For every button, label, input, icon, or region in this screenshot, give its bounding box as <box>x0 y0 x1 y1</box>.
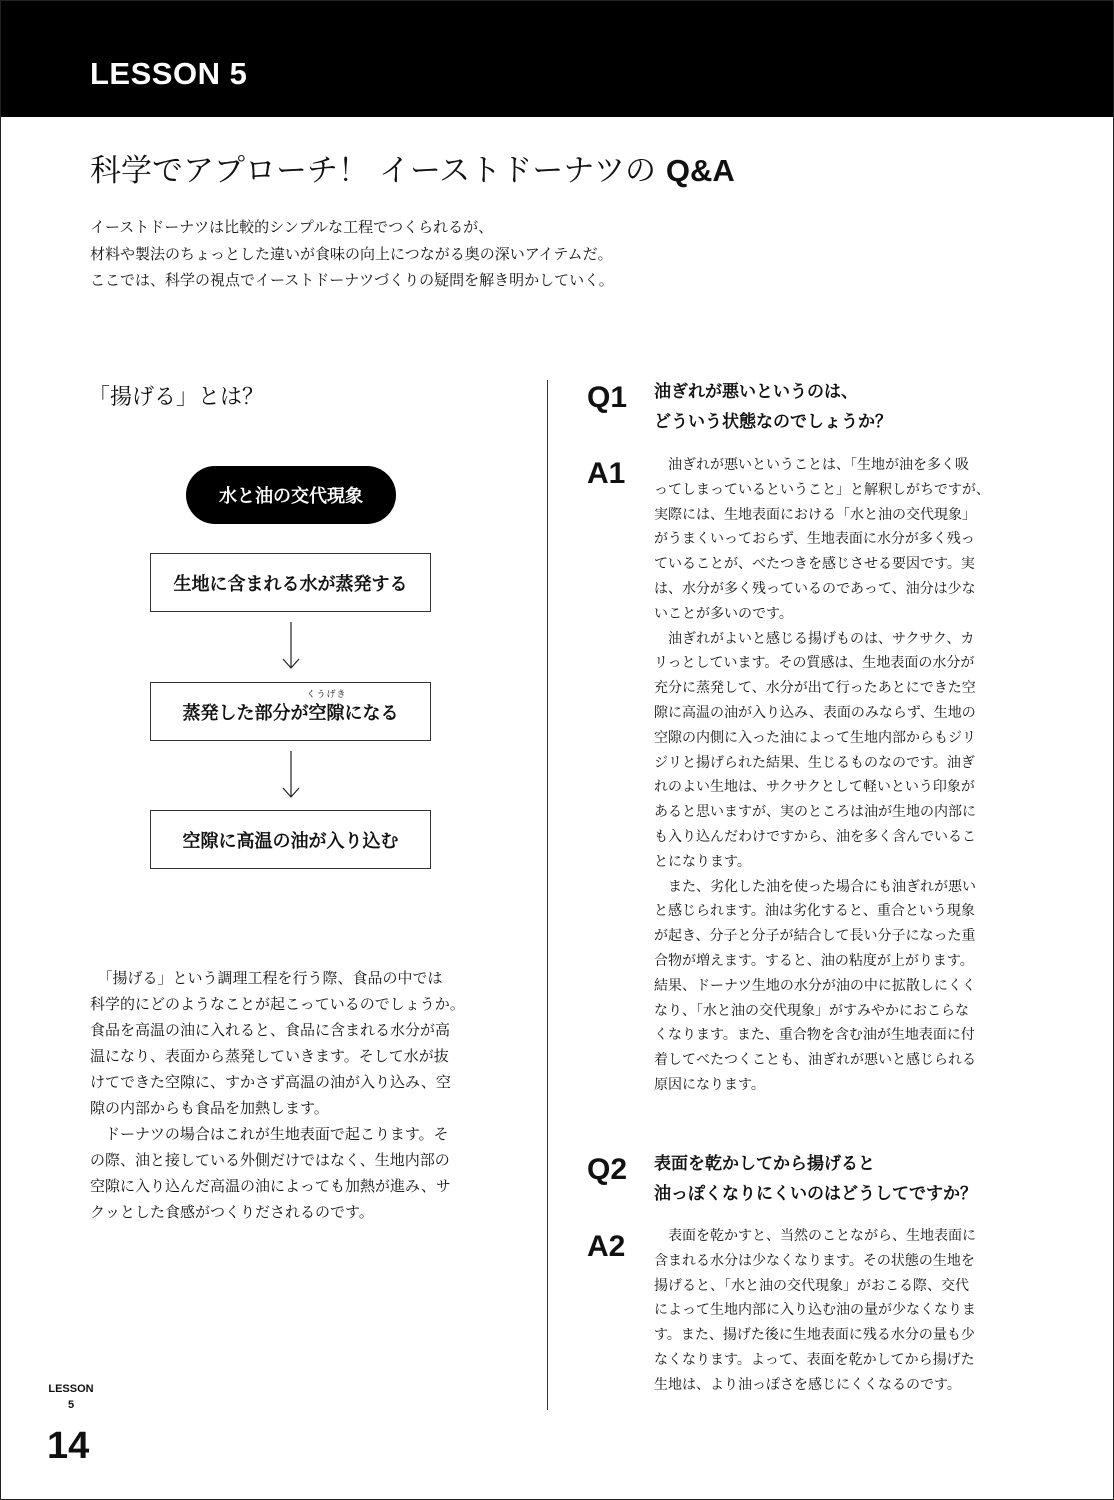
a2-answer <box>654 1224 976 1398</box>
answer-line: 油ぎれがよいと感じる揚げものは、サクサク、カ <box>654 630 975 647</box>
answer-line: 空隙の内側に入った油によって生地内部からもジリ <box>654 729 976 746</box>
answer-line: なり、「水と油の交代現象」がすみやかにおこらな <box>654 1002 969 1019</box>
answer-line: 隙に高温の油が入り込み、表面のみならず、生地の <box>654 704 976 721</box>
question-line: 油ぎれが悪いというのは、 <box>654 382 858 402</box>
flow-pill-label: 水と油の交代現象 <box>186 466 396 524</box>
answer-line: 着してべたつくことも、油ぎれが悪いと感じられる <box>654 1052 976 1069</box>
body-line: 「揚げる」という調理工程を行う際、食品の中では <box>90 969 443 987</box>
column-divider <box>547 380 548 1410</box>
answer-line: 油ぎれが悪いということは、「生地が油を多く吸 <box>654 457 969 473</box>
answer-line: も入り込んだわけですから、油を多く含んでいるこ <box>654 828 976 845</box>
flow-step-3: 空隙に高温の油が入り込む <box>150 810 431 869</box>
intro-line: イーストドーナツは比較的シンプルな工程でつくられるが、 <box>90 218 494 236</box>
answer-line: 表面を乾かすと、当然のことながら、生地表面に <box>654 1228 976 1244</box>
answer-line: は、水分が多く残っているのであって、油分は少な <box>654 580 976 597</box>
ruby-reading: くうげき <box>306 689 347 700</box>
down-arrow-icon <box>281 751 301 799</box>
answer-line: くなります。また、重合物を含む油が生地表面に付 <box>654 1027 975 1044</box>
body-line: クッとした食感がつくりだされるのです。 <box>90 1203 374 1221</box>
ruby-base: 空隙 <box>308 702 345 724</box>
footer-lesson-word: LESSON <box>48 1383 94 1395</box>
page-title <box>90 145 735 190</box>
body-line: の際、油と接している外側だけではなく、生地内部の <box>90 1151 450 1169</box>
answer-line: 生地は、より油っぽさを感じにくくなるのです。 <box>654 1376 961 1393</box>
title-qa: Q&A <box>665 153 735 188</box>
answer-line: 実際には、生地表面における「水と油の交代現象」 <box>654 506 976 523</box>
intro-line: ここでは、科学の視点でイーストドーナツづくりの疑問を解き明かしていく。 <box>90 271 614 289</box>
question-line: 表面を乾かしてから揚げると <box>654 1154 875 1174</box>
answer-line: と感じられます。油は劣化すると、重合という現象 <box>654 903 975 920</box>
body-line: 温になり、表面から蒸発していきます。そして水が抜 <box>90 1047 449 1065</box>
answer-line: れのよい生地は、サクサクとして軽いという印象が <box>654 779 975 796</box>
answer-line: あると思いますが、実のところは油が生地の内部に <box>654 804 976 821</box>
body-line: ドーナツの場合はこれが生地表面で起こります。そ <box>90 1125 449 1143</box>
footer-lesson-label <box>47 1381 95 1413</box>
section-heading-ageru: 「揚げる」とは？ <box>88 385 265 410</box>
a2-label: A2 <box>587 1230 626 1263</box>
body-line: けてできた空隙に、すかさず高温の油が入り込み、空 <box>90 1073 451 1091</box>
a1-label: A1 <box>587 457 626 490</box>
answer-line: す。また、揚げた後に生地表面に残る水分の量も少 <box>654 1327 975 1344</box>
question-line: 油っぽくなりにくいのはどうしてですか？ <box>654 1184 977 1204</box>
answer-line: 含まれる水分は少なくなります。その状態の生地を <box>654 1252 975 1269</box>
answer-line: なくなります。よって、表面を乾かしてから揚げた <box>654 1351 975 1368</box>
body-line: 空隙に入り込んだ高温の油によっても加熱が進み、サ <box>90 1177 451 1195</box>
answer-line: また、劣化した油を使った場合にも油ぎれが悪い <box>654 878 976 895</box>
answer-line: がうまくいっておらず、生地表面に水分が多く残っ <box>654 531 975 548</box>
header-bar <box>0 0 1114 117</box>
answer-line: ジリと揚げられた結果、生じるものなのです。油ぎ <box>654 754 975 771</box>
down-arrow-icon <box>281 622 301 670</box>
flow-step-2-pre: 蒸発した部分が <box>182 702 309 724</box>
answer-line: 合物が増えます。すると、油の粘度が上がります。 <box>654 952 974 969</box>
answer-line: ってしまっているということ」と解釈しがちですが、 <box>654 481 990 498</box>
left-body-text <box>90 965 505 1225</box>
answer-line: によって生地内部に入り込む油の量が少なくなりま <box>654 1302 976 1319</box>
answer-line: 充分に蒸発して、水分が出て行ったあとにできた空 <box>654 680 976 697</box>
answer-line: ていることが、べたつきを感じさせる要因です。実 <box>654 556 975 573</box>
page-number: 14 <box>47 1425 90 1467</box>
question-line: どういう状態なのでしょうか？ <box>654 412 892 432</box>
body-line: 食品を高温の油に入れると、食品に含まれる水分が高 <box>90 1021 451 1039</box>
lesson-label: LESSON 5 <box>90 56 248 91</box>
ruby-word <box>306 689 347 725</box>
answer-line: 原因になります。 <box>654 1076 765 1093</box>
body-line: 隙の内部からも食品を加熱します。 <box>90 1099 329 1117</box>
a1-answer <box>654 453 990 1098</box>
q2-label: Q2 <box>587 1153 628 1186</box>
answer-line: 揚げると、「水と油の交代現象」がおこる際、交代 <box>654 1277 969 1294</box>
body-line: 科学的にどのようなことが起こっているのでしょうか。 <box>90 995 465 1013</box>
answer-line: とになります。 <box>654 853 751 870</box>
answer-line: リっとしています。その質感は、生地表面の水分が <box>654 655 975 672</box>
footer-lesson-num: 5 <box>67 1399 75 1411</box>
intro-paragraph <box>90 214 790 294</box>
title-main: 科学でアプローチ！ イーストドーナツの <box>90 153 666 189</box>
q1-label: Q1 <box>587 381 628 414</box>
answer-line: いことが多いのです。 <box>654 605 793 622</box>
flow-step-2-post: になる <box>344 702 399 724</box>
flow-step-2 <box>150 682 431 741</box>
q1-question <box>654 377 892 437</box>
answer-line: 結果、ドーナツ生地の水分が油の中に拡散しにくく <box>654 977 976 994</box>
answer-line: が起き、分子と分子が結合して長い分子になった重 <box>654 928 976 945</box>
flow-step-1: 生地に含まれる水が蒸発する <box>150 553 431 612</box>
intro-line: 材料や製法のちょっとした違いが食味の向上につながる奥の深いアイテムだ。 <box>90 244 613 263</box>
q2-question <box>654 1149 977 1209</box>
